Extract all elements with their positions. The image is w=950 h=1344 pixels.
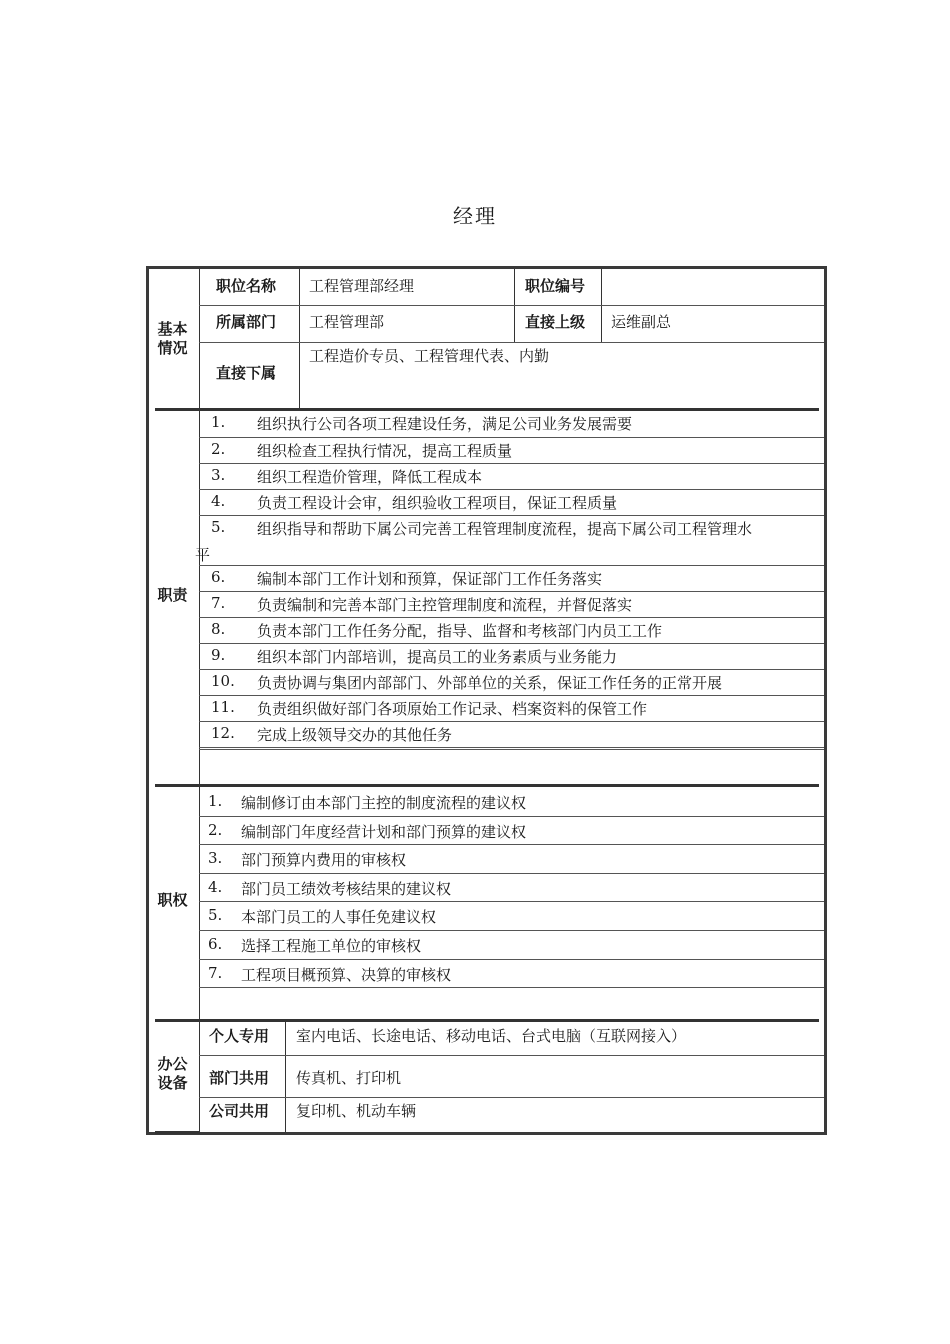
- row-divider: [199, 1055, 824, 1056]
- bottom-rule: [155, 1131, 200, 1134]
- equipment-value: 复印机、机动车辆: [296, 1102, 417, 1120]
- duty-text: 组织工程造价管理，降低工程成本: [257, 468, 483, 486]
- duty-item: [195, 516, 822, 566]
- duty-number: 6.: [211, 568, 226, 586]
- authority-item: [199, 930, 822, 959]
- subordinates-value: 工程造价专员、工程管理代表、内勤: [309, 347, 550, 365]
- page-title: 经理: [453, 204, 497, 228]
- duty-item: [199, 566, 822, 592]
- equipment-value: 传真机、打印机: [296, 1069, 402, 1087]
- duty-text: 组织执行公司各项工程建设任务，满足公司业务发展需要: [257, 415, 633, 433]
- row-divider: [199, 342, 824, 343]
- duty-number: 8.: [211, 620, 226, 638]
- duty-number: 4.: [211, 492, 226, 510]
- duty-text: 负责编制和完善本部门主控管理制度和流程，并督促落实: [257, 596, 633, 614]
- authority-number: 6.: [208, 935, 223, 953]
- duty-number: 3.: [211, 466, 226, 484]
- duty-item: [199, 670, 822, 696]
- duty-item: [199, 618, 822, 644]
- duty-number: 5.: [211, 518, 226, 536]
- authority-text: 工程项目概预算、决算的审核权: [241, 966, 452, 984]
- duty-item: [199, 464, 822, 490]
- duty-item: [199, 722, 822, 748]
- section-label-duties: 职责: [157, 586, 188, 604]
- duty-text: 负责组织做好部门各项原始工作记录、档案资料的保管工作: [257, 700, 648, 718]
- position-name-label: 职位名称: [216, 277, 277, 295]
- row-divider: [199, 987, 824, 988]
- duty-item: [199, 490, 822, 516]
- section-label-authority: 职权: [157, 891, 188, 909]
- authority-number: 4.: [208, 878, 223, 896]
- section-label-basic: 基本 情况: [157, 320, 188, 357]
- duty-number: 12.: [211, 724, 235, 742]
- duty-text: 负责工程设计会审，组织验收工程项目，保证工程质量: [257, 494, 618, 512]
- row-divider: [199, 305, 824, 306]
- equipment-type-label: 公司共用: [209, 1102, 270, 1120]
- duty-text: 负责本部门工作任务分配，指导、监督和考核部门内员工工作: [257, 622, 663, 640]
- duty-number: 9.: [211, 646, 226, 664]
- authority-text: 部门预算内费用的审核权: [241, 851, 407, 869]
- duty-text: 编制本部门工作计划和预算，保证部门工作任务落实: [257, 570, 603, 588]
- duty-text: 组织检查工程执行情况，提高工程质量: [257, 442, 513, 460]
- duty-number: 7.: [211, 594, 226, 612]
- department-label: 所属部门: [216, 313, 277, 331]
- duty-number: 2.: [211, 440, 226, 458]
- position-code-label: 职位编号: [525, 277, 586, 295]
- authority-number: 5.: [208, 906, 223, 924]
- duty-number: 10.: [211, 672, 235, 690]
- authority-item: [199, 959, 822, 988]
- section-divider: [155, 1019, 819, 1022]
- position-name-value: 工程管理部经理: [309, 277, 415, 295]
- equipment-type-label: 个人专用: [209, 1027, 270, 1045]
- authority-item: [199, 844, 822, 873]
- duty-item: [199, 438, 822, 464]
- equipment-value: 室内电话、长途电话、移动电话、台式电脑（互联网接入）: [296, 1027, 687, 1045]
- authority-item: [199, 873, 822, 902]
- department-value: 工程管理部: [309, 313, 385, 331]
- duty-text: 完成上级领导交办的其他任务: [257, 726, 453, 744]
- duty-item: [199, 644, 822, 670]
- row-divider: [199, 749, 824, 750]
- duty-item: [199, 411, 822, 438]
- duty-item: [199, 592, 822, 618]
- superior-label: 直接上级: [525, 313, 586, 331]
- duty-number: 1.: [211, 413, 226, 431]
- authority-text: 编制部门年度经营计划和部门预算的建议权: [241, 823, 527, 841]
- authority-item: [199, 816, 822, 845]
- duty-text: 组织本部门内部培训，提高员工的业务素质与业务能力: [257, 648, 618, 666]
- duty-text: 负责协调与集团内部部门、外部单位的关系，保证工作任务的正常开展: [257, 674, 723, 692]
- duty-number: 11.: [211, 698, 235, 716]
- authority-item: [199, 787, 822, 816]
- authority-number: 3.: [208, 849, 223, 867]
- authority-text: 本部门员工的人事任免建议权: [241, 908, 437, 926]
- basic-divider: [299, 342, 300, 408]
- authority-item: [199, 901, 822, 930]
- authority-text: 编制修订由本部门主控的制度流程的建议权: [241, 794, 527, 812]
- authority-text: 部门员工绩效考核结果的建议权: [241, 880, 452, 898]
- equipment-type-label: 部门共用: [209, 1069, 270, 1087]
- row-divider: [199, 1097, 824, 1098]
- section-label-equipment: 办公 设备: [157, 1055, 188, 1092]
- row-divider: [199, 747, 824, 748]
- authority-number: 7.: [208, 964, 223, 982]
- duty-item: [199, 696, 822, 722]
- duty-text: 组织指导和帮助下属公司完善工程管理制度流程，提高下属公司工程管理水: [257, 520, 753, 538]
- authority-number: 1.: [208, 792, 223, 810]
- authority-text: 选择工程施工单位的审核权: [241, 937, 422, 955]
- authority-number: 2.: [208, 821, 223, 839]
- superior-value: 运维副总: [611, 313, 672, 331]
- equipment-divider: [285, 1022, 286, 1132]
- subordinates-label: 直接下属: [216, 364, 277, 382]
- duty-text-wrap: 平: [195, 546, 211, 564]
